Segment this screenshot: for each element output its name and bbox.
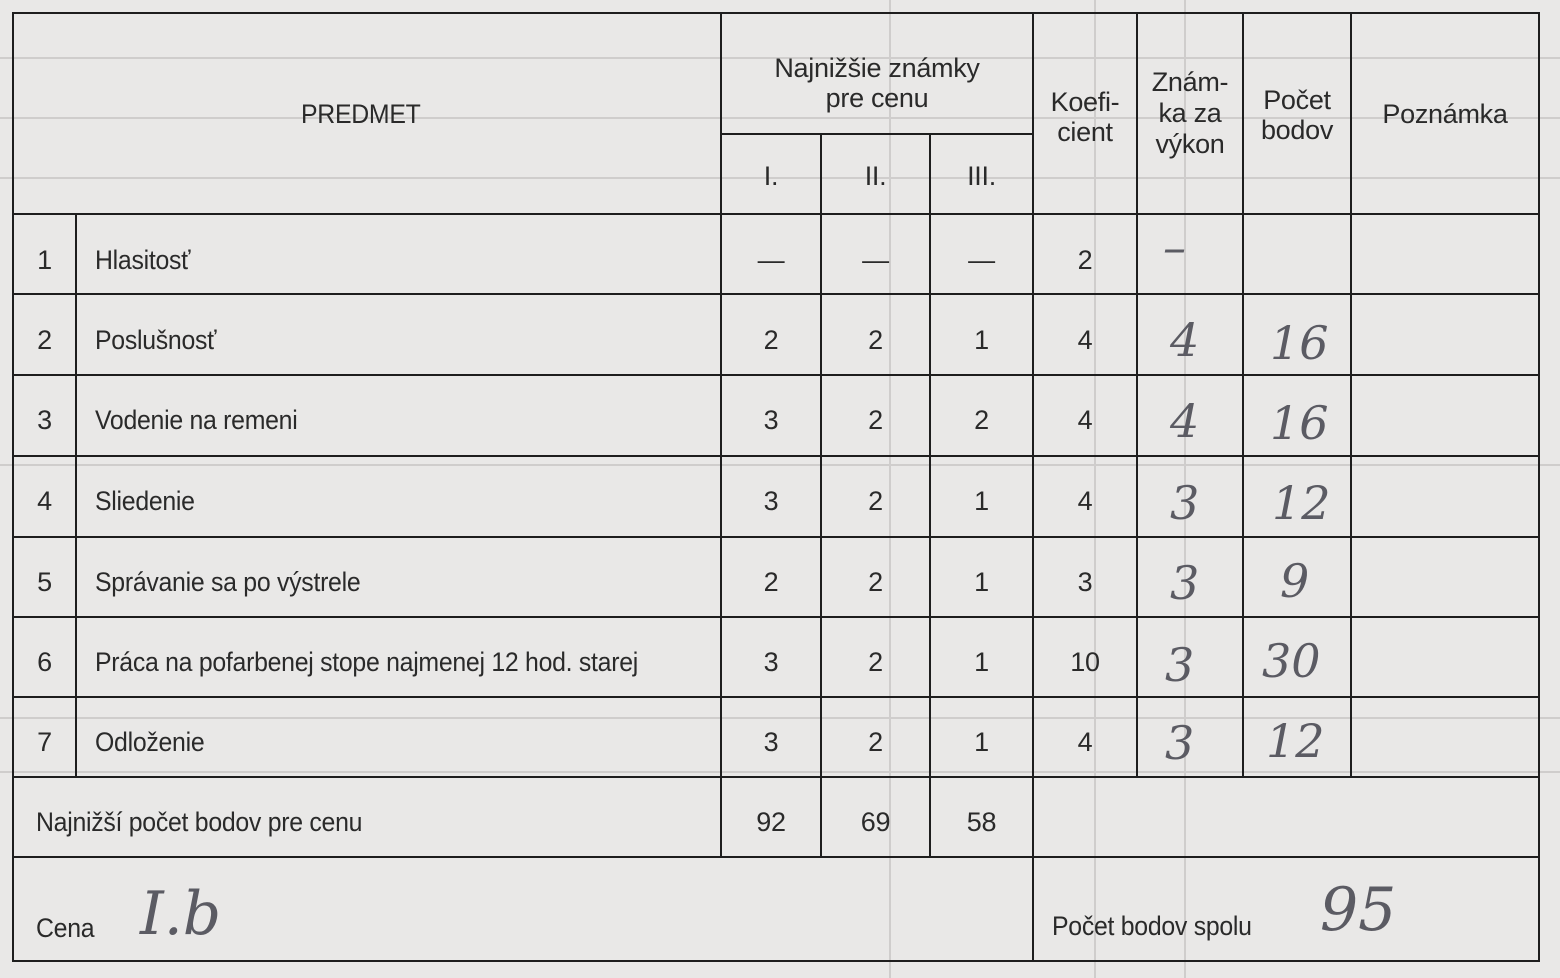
row-prize-3: —	[968, 245, 995, 275]
col-line-number	[75, 213, 77, 777]
row-number: 5	[37, 567, 52, 597]
row-grade-handwritten: –	[1163, 220, 1186, 274]
row-number: 2	[37, 325, 52, 355]
row-prize-1: 3	[763, 647, 779, 677]
header-lowest-grades-1: Najnižšie známky	[774, 53, 980, 83]
header-divider-sub	[722, 133, 1032, 135]
row-prize-2: 2	[868, 647, 883, 677]
header-prize-2: II.	[864, 161, 887, 191]
row-prize-1: 2	[763, 567, 779, 597]
header-grade-1: Znám-	[1151, 67, 1229, 97]
header-points-1: Počet	[1263, 85, 1331, 115]
row-line	[12, 374, 1540, 376]
row-line	[12, 696, 1540, 698]
table-border-right	[1538, 12, 1540, 962]
minimum-prize-3: 58	[966, 807, 997, 837]
row-subject: Vodenie na remeni	[95, 405, 298, 435]
row-prize-2: 2	[868, 727, 883, 757]
prize-label: Cena	[36, 913, 95, 943]
row-prize-3: 1	[974, 727, 989, 757]
row-prize-2: 2	[868, 405, 883, 435]
total-points-value-handwritten: 95	[1320, 875, 1397, 945]
row-points-handwritten: 30	[1262, 634, 1321, 688]
header-grade-2: ka za	[1158, 98, 1222, 128]
header-grade-3: výkon	[1155, 129, 1225, 159]
row-grade-handwritten: 3	[1170, 556, 1200, 610]
row-prize-2: 2	[868, 567, 883, 597]
row-subject: Správanie sa po výstrele	[95, 567, 361, 597]
row-prize-1: 3	[763, 405, 779, 435]
header-points-2: bodov	[1260, 115, 1334, 145]
row-prize-1: 3	[763, 727, 779, 757]
row-points-handwritten: 9	[1280, 554, 1310, 608]
row-prize-3: 1	[974, 325, 989, 355]
header-prize-3: III.	[967, 161, 996, 191]
total-points-label: Počet bodov spolu	[1052, 911, 1252, 941]
row-prize-2: 2	[868, 325, 883, 355]
row-prize-3: 2	[974, 405, 989, 435]
row-points-handwritten: 12	[1266, 714, 1325, 768]
header-prize-1: I.	[763, 161, 779, 191]
row-prize-2: —	[862, 245, 889, 275]
header-subject: PREDMET	[301, 99, 421, 129]
row-coefficient: 3	[1077, 567, 1093, 597]
row-prize-3: 1	[974, 486, 989, 516]
row-grade-handwritten: 4	[1170, 313, 1200, 367]
row-prize-3: 1	[974, 567, 989, 597]
row-subject: Sliedenie	[95, 486, 195, 516]
row-subject: Odloženie	[95, 727, 205, 757]
minimum-points-label: Najnižší počet bodov pre cenu	[36, 807, 363, 837]
table-border-bottom	[12, 960, 1540, 962]
row-points-handwritten: 16	[1270, 316, 1329, 370]
header-coefficient-2: cient	[1057, 117, 1113, 147]
header-coefficient-1: Koefi-	[1050, 87, 1120, 117]
row-coefficient: 4	[1077, 727, 1093, 757]
row-points-handwritten: 12	[1272, 476, 1331, 530]
minimum-prize-1: 92	[756, 807, 786, 837]
row-grade-handwritten: 3	[1170, 476, 1200, 530]
row-coefficient: 2	[1077, 245, 1093, 275]
row-coefficient: 4	[1077, 405, 1093, 435]
minimum-prize-2: 69	[860, 807, 891, 837]
row-line	[12, 616, 1540, 618]
row-subject: Hlasitosť	[95, 245, 191, 275]
row-coefficient: 4	[1077, 486, 1093, 516]
table-border-top	[12, 12, 1540, 14]
row-prize-3: 1	[974, 647, 989, 677]
row-number: 6	[37, 647, 52, 677]
row-prize-1: —	[757, 245, 785, 275]
header-note: Poznámka	[1382, 99, 1508, 129]
row-number: 7	[37, 727, 52, 757]
row-grade-handwritten: 3	[1165, 638, 1195, 692]
prize-value-handwritten: I.b	[140, 879, 222, 949]
row-subject: Práca na pofarbenej stope najmenej 12 hod. starej	[95, 647, 639, 677]
row-number: 4	[37, 486, 52, 516]
row-grade-handwritten: 3	[1165, 716, 1195, 770]
row-line	[12, 293, 1540, 295]
row-prize-2: 2	[868, 486, 883, 516]
row-prize-1: 2	[763, 325, 779, 355]
row-number: 1	[37, 245, 52, 275]
row-grade-handwritten: 4	[1170, 394, 1200, 448]
row-points-handwritten: 16	[1270, 396, 1329, 450]
row-prize-1: 3	[763, 486, 779, 516]
row-number: 3	[37, 405, 52, 435]
row-line	[12, 856, 1540, 858]
row-subject: Poslušnosť	[95, 325, 217, 355]
header-lowest-grades-2: pre cenu	[825, 83, 929, 113]
row-line	[12, 776, 1540, 778]
row-coefficient: 4	[1077, 325, 1093, 355]
row-line	[12, 455, 1540, 457]
row-coefficient: 10	[1070, 647, 1100, 677]
row-line	[12, 536, 1540, 538]
row-line	[12, 213, 1540, 215]
